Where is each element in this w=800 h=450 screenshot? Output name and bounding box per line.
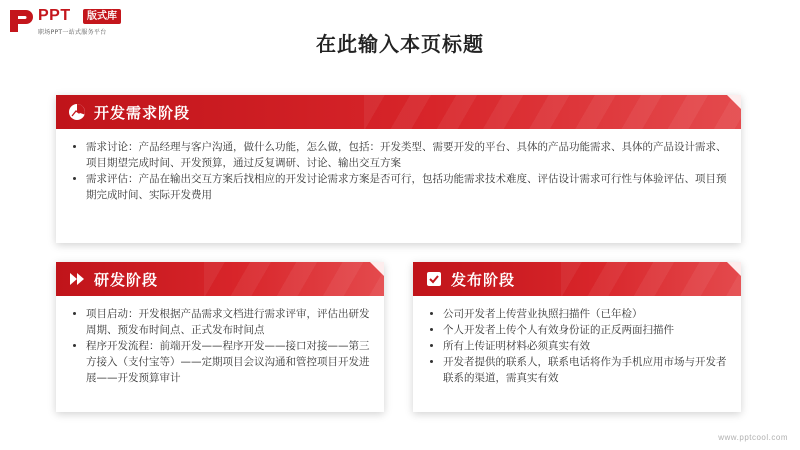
card-dev-requirements (56, 95, 741, 243)
corner-fold (727, 95, 741, 109)
corner-fold (370, 262, 384, 276)
card-title: 开发需求阶段 (94, 104, 191, 122)
card-title: 研发阶段 (94, 271, 159, 289)
list-item: • 公司开发者上传营业执照扫描件（已年检） (443, 306, 729, 322)
card-header (413, 262, 741, 296)
logo-badge: 版式库 (83, 9, 121, 24)
card-release-stage (413, 262, 741, 412)
list-item: • 程序开发流程：前端开发——程序开发——接口对接——第三方接入（支付宝等）——定期项目会议沟通和管控项目开发进展——开发预算审计 (86, 338, 372, 386)
card-header (56, 262, 384, 296)
list-item: • 个人开发者上传个人有效身份证的正反两面扫描件 (443, 322, 729, 338)
list-item: • 开发者提供的联系人，联系电话将作为手机应用市场与开发者联系的渠道，需真实有效 (443, 354, 729, 386)
card-title: 发布阶段 (451, 271, 516, 289)
logo-tagline: 职场PPT一站式服务平台 (38, 29, 107, 36)
list-item: • 项目启动：开发根据产品需求文档进行需求评审，评估出研发周期、预发布时间点、正式发布时间点 (86, 306, 372, 338)
card-body (72, 139, 729, 203)
fast-forward-icon (68, 270, 86, 288)
page-title: 在此输入本页标题 (316, 32, 484, 56)
corner-fold (727, 262, 741, 276)
checkbox-icon (425, 270, 443, 288)
logo-brand-text: PPT (38, 7, 71, 24)
chart-icon (68, 103, 86, 121)
list-item: • 需求讨论：产品经理与客户沟通，做什么功能，怎么做，包括：开发类型、需要开发的平台、具体的产品功能需求、具体的产品设计需求、项目期望完成时间、开发预算，通过反复调研、讨论、输出交互方案 (86, 139, 729, 171)
card-body (72, 306, 372, 386)
list-item: • 所有上传证明材料必须真实有效 (443, 338, 729, 354)
watermark: www.pptcool.com (718, 433, 788, 442)
list-item: • 需求评估：产品在输出交互方案后找相应的开发讨论需求方案是否可行，包括功能需求技术难度、评估设计需求可行性与体验评估、项目预期完成时间、实际开发费用 (86, 171, 729, 203)
card-body (429, 306, 729, 386)
card-rd-stage (56, 262, 384, 412)
card-header (56, 95, 741, 129)
